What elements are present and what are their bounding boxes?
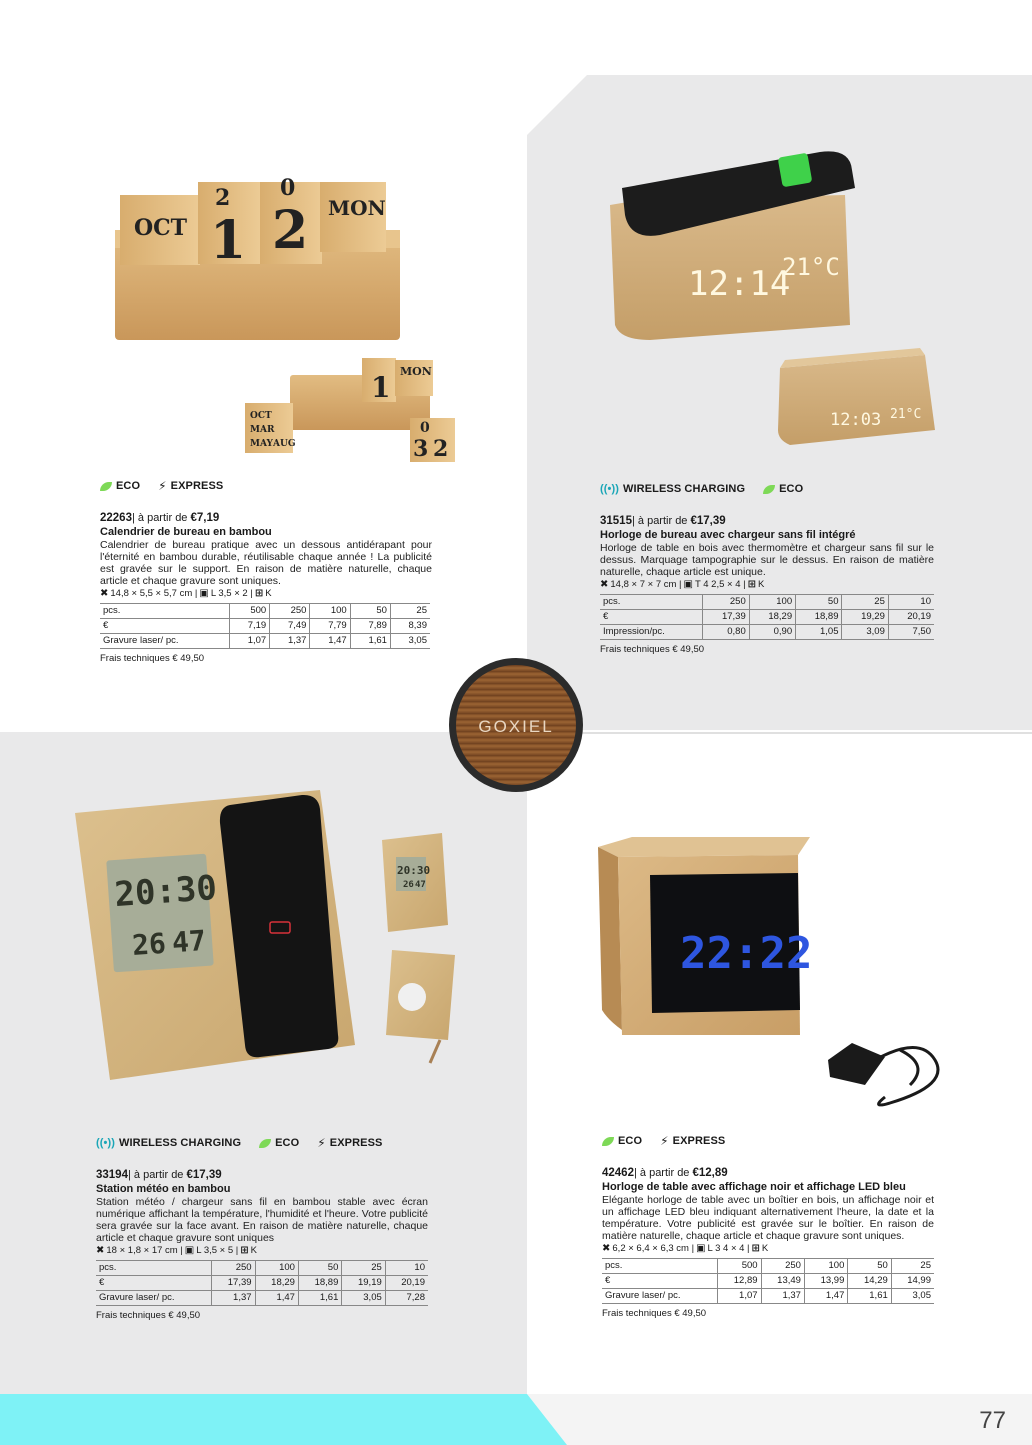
table-row: € 7,19 7,49 7,79 7,89 8,39 (100, 619, 430, 634)
product-dimensions: ✖ 18 × 1,8 × 17 cm | ▣ L 3,5 × 5 | ⊞ K (96, 1245, 257, 1256)
svg-text:MON: MON (400, 365, 432, 378)
badge-wireless-charging: ((•)) WIRELESS CHARGING (96, 1137, 242, 1149)
leaf-icon (100, 482, 112, 491)
colors-icon: ⊞ (747, 579, 756, 590)
bolt-icon: ⚡ (158, 479, 167, 493)
product-dimensions: ✖ 6,2 × 6,4 × 6,3 cm | ▣ L 3 4 × 4 | ⊞ K (602, 1243, 769, 1254)
badges (602, 1135, 934, 1147)
technical-fees: Frais techniques € 49,50 (96, 1310, 201, 1321)
divider (527, 732, 1032, 734)
badges (100, 480, 432, 492)
product-code: 22263 (100, 512, 132, 524)
technical-fees: Frais techniques € 49,50 (100, 653, 205, 664)
leaf-icon (602, 1137, 614, 1146)
svg-text:MON: MON (328, 196, 386, 220)
product-block-22263 (100, 480, 432, 665)
svg-text:12:14: 12:14 (688, 264, 791, 304)
product-image-cube-clock (590, 835, 950, 1110)
table-row: pcs. 250 100 50 25 10 (600, 595, 934, 610)
table-row: Gravure laser/ pc. 1,37 1,47 1,61 3,05 7,28 (96, 1291, 428, 1306)
product-name: Horloge de table avec affichage noir et affichage LED bleu (602, 1181, 906, 1193)
price-from: €17,39 (690, 515, 726, 527)
svg-text:AUG: AUG (273, 439, 296, 449)
price-table (96, 1260, 428, 1306)
technical-fees: Frais techniques € 49,50 (600, 644, 705, 655)
price-from: €7,19 (190, 512, 220, 524)
product-description: Calendrier de bureau pratique avec un dessous antidérapant pour l'éternité en bambou durable, réutilisable chaque année ! La publicité est gravée sur le support. En raison de matière naturelle, chaque article et chaque gravure sont uniques. (100, 539, 432, 587)
logo-text: GOXIEL (478, 717, 554, 736)
svg-text:0: 0 (420, 420, 430, 436)
table-row: € 12,89 13,49 13,99 14,29 14,99 (602, 1274, 934, 1289)
product-code-line: 33194| à partir de €17,39 (96, 1169, 222, 1181)
dimensions-icon: ✖ (96, 1245, 105, 1256)
svg-text:MAY: MAY (250, 439, 273, 449)
badge-express: ⚡ EXPRESS (317, 1136, 383, 1150)
product-block-33194 (96, 1137, 428, 1322)
table-row: Gravure laser/ pc. 1,07 1,37 1,47 1,61 3,05 (100, 634, 430, 649)
table-row: Impression/pc. 0,80 0,90 1,05 3,09 7,50 (600, 625, 934, 640)
product-code-line: 31515| à partir de €17,39 (600, 515, 726, 527)
badge-eco: ECO (763, 483, 803, 495)
badges (96, 1137, 428, 1149)
svg-text:3: 3 (413, 436, 429, 462)
wireless-charging-icon: ((•)) (600, 483, 620, 495)
svg-text:OCT: OCT (250, 411, 272, 421)
product-image-calendar (90, 170, 450, 470)
svg-text:21°C: 21°C (890, 407, 922, 422)
svg-text:20:30: 20:30 (397, 864, 431, 877)
product-code: 33194 (96, 1169, 128, 1181)
print-area-icon: ▣ (683, 579, 693, 590)
badge-express: ⚡ EXPRESS (660, 1134, 726, 1148)
product-image-weather-station (70, 785, 480, 1085)
colors-icon: ⊞ (751, 1243, 760, 1254)
product-description: Horloge de table en bois avec thermomètre et chargeur sans fil sur le dessus. Marquage tampographie sur le dessus. En raison de matière naturelle, chaque article est unique. (600, 542, 934, 578)
product-name: Calendrier de bureau en bambou (100, 526, 272, 538)
svg-text:12:03: 12:03 (830, 410, 882, 430)
svg-text:2: 2 (272, 200, 309, 261)
brand-logo-badge (449, 658, 583, 792)
badges (600, 483, 934, 495)
svg-text:26: 26 (131, 926, 167, 962)
svg-text:47: 47 (170, 923, 207, 960)
table-row: € 17,39 18,29 18,89 19,19 20,19 (96, 1276, 428, 1291)
bolt-icon: ⚡ (660, 1134, 669, 1148)
print-area-icon: ▣ (696, 1243, 706, 1254)
svg-text:0: 0 (280, 175, 296, 201)
product-block-31515 (600, 483, 934, 656)
svg-text:2: 2 (433, 436, 449, 462)
product-description: Station météo / chargeur sans fil en bambou stable avec écran numérique affichant la température, l'humidité et l'heure. Votre publicité sera gravée sur la face avant. En raison de matière naturelle, chaque article et chaque gravure sont uniques (96, 1196, 428, 1244)
product-code: 31515 (600, 515, 632, 527)
bolt-icon: ⚡ (317, 1136, 326, 1150)
svg-text:20:30: 20:30 (113, 868, 219, 916)
colors-icon: ⊞ (254, 588, 264, 599)
product-code-line: 22263| à partir de €7,19 (100, 512, 220, 524)
cal-text: OCT (134, 215, 188, 241)
product-dimensions: ✖ 14,8 × 5,5 × 5,7 cm | ▣ L 3,5 × 2 | ⊞ K (100, 588, 272, 599)
svg-text:1: 1 (210, 210, 247, 271)
leaf-icon (259, 1139, 271, 1148)
badge-express: ⚡ EXPRESS (158, 479, 224, 493)
product-name: Horloge de bureau avec chargeur sans fil intégré (600, 529, 856, 541)
badge-eco: ECO (259, 1137, 299, 1149)
dimensions-icon: ✖ (600, 579, 609, 590)
table-row: Gravure laser/ pc. 1,07 1,37 1,47 1,61 3,05 (602, 1289, 934, 1304)
dimensions-icon: ✖ (602, 1243, 611, 1254)
table-row: pcs. 250 100 50 25 10 (96, 1261, 428, 1276)
wireless-charging-icon: ((•)) (96, 1137, 116, 1149)
table-row: € 17,39 18,29 18,89 19,29 20,19 (600, 610, 934, 625)
product-name: Station météo en bambou (96, 1183, 231, 1195)
footer-accent (527, 1394, 1032, 1445)
print-area-icon: ▣ (184, 1245, 195, 1256)
product-dimensions: ✖ 14,8 × 7 × 7 cm | ▣ T 4 2,5 × 4 | ⊞ K (600, 579, 765, 590)
badge-eco: ECO (602, 1135, 642, 1147)
product-code: 42462 (602, 1167, 634, 1179)
logo-wood-disc (456, 665, 576, 785)
price-table (602, 1258, 934, 1304)
product-image-charging-clock (600, 140, 922, 450)
price-from: €12,89 (692, 1167, 728, 1179)
price-from: €17,39 (186, 1169, 222, 1181)
svg-text:21°C: 21°C (782, 253, 840, 281)
price-table (600, 594, 934, 640)
price-table (100, 603, 430, 649)
svg-text:MAR: MAR (250, 425, 275, 435)
svg-text:47: 47 (415, 880, 426, 890)
table-row: pcs. 500 250 100 50 25 (100, 604, 430, 619)
print-area-icon: ▣ (199, 588, 209, 599)
svg-text:22:22: 22:22 (680, 928, 813, 979)
svg-text:1: 1 (371, 371, 391, 404)
product-block-42462 (602, 1135, 934, 1320)
page-number: 77 (979, 1407, 1006, 1434)
badge-wireless-charging: ((•)) WIRELESS CHARGING (600, 483, 746, 495)
svg-text:2: 2 (215, 185, 231, 211)
svg-text:26: 26 (403, 880, 414, 890)
product-description: Elégante horloge de table avec un boîtier en bois, un affichage noir et un affichage LED bleu indiquant alternativement l'heure, la date et la température. Votre publicité est gravée sur le boîtier. En raison de matière naturelle, chaque article et chaque gravure sont uniques. (602, 1194, 934, 1242)
technical-fees: Frais techniques € 49,50 (602, 1308, 707, 1319)
leaf-icon (763, 485, 775, 494)
badge-eco: ECO (100, 480, 140, 492)
colors-icon: ⊞ (240, 1245, 249, 1256)
dimensions-icon: ✖ (100, 588, 109, 599)
table-row: pcs. 500 250 100 50 25 (602, 1259, 934, 1274)
product-code-line: 42462| à partir de €12,89 (602, 1167, 728, 1179)
